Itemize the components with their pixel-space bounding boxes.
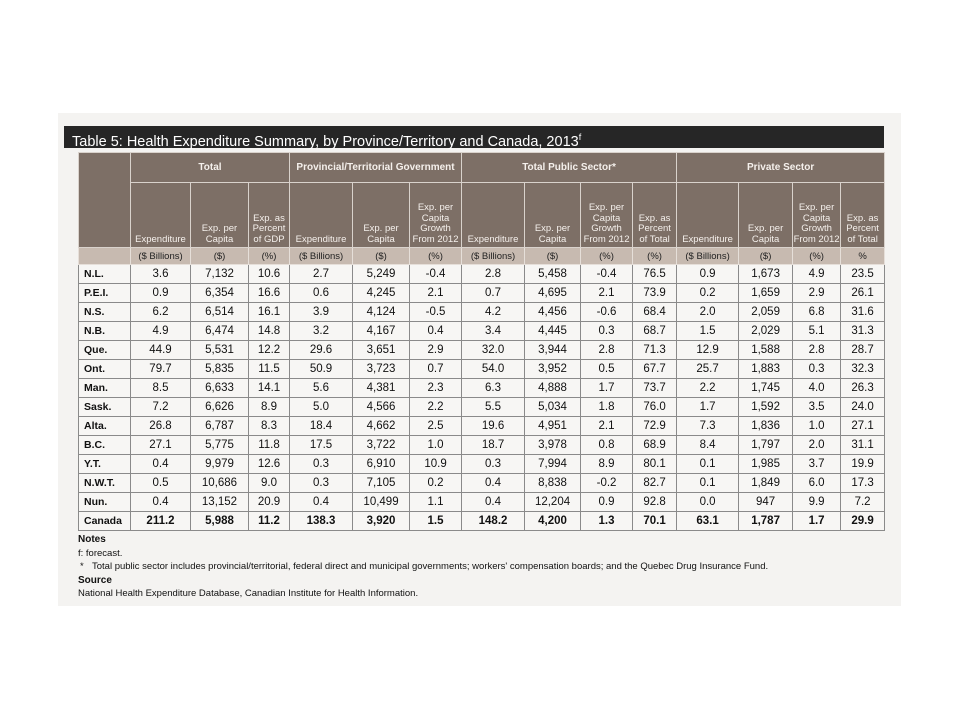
table-cell: 3,944 xyxy=(525,341,581,360)
unit-label: (%) xyxy=(249,248,290,265)
table-cell: 17.3 xyxy=(841,474,885,493)
table-row xyxy=(79,417,885,436)
table-cell: 4,445 xyxy=(525,322,581,341)
row-label: Man. xyxy=(79,379,131,398)
column-header: Expenditure xyxy=(290,183,353,248)
column-header: Exp. as Percent of Total xyxy=(841,183,885,248)
table-cell: 27.1 xyxy=(131,436,191,455)
table-cell: 4,566 xyxy=(353,398,410,417)
table-cell: 25.7 xyxy=(677,360,739,379)
table-cell: 0.3 xyxy=(290,474,353,493)
unit-label: (%) xyxy=(633,248,677,265)
table-cell: 2.2 xyxy=(677,379,739,398)
table-cell: 2.9 xyxy=(793,284,841,303)
table-cell: 3,952 xyxy=(525,360,581,379)
table-cell: 0.4 xyxy=(462,474,525,493)
table-cell: 3,722 xyxy=(353,436,410,455)
table-cell: 8.5 xyxy=(131,379,191,398)
table-row xyxy=(79,398,885,417)
column-header: Expenditure xyxy=(677,183,739,248)
table-cell: 2.9 xyxy=(410,341,462,360)
table-cell: 0.3 xyxy=(290,455,353,474)
table-cell: 3.4 xyxy=(462,322,525,341)
table-cell: 8,838 xyxy=(525,474,581,493)
table-cell: 3,651 xyxy=(353,341,410,360)
table-cell: 29.6 xyxy=(290,341,353,360)
table-cell: 4,951 xyxy=(525,417,581,436)
table-row xyxy=(79,322,885,341)
table-cell: 7.2 xyxy=(131,398,191,417)
unit-label: ($) xyxy=(525,248,581,265)
table-cell: 4,695 xyxy=(525,284,581,303)
table-cell: 70.1 xyxy=(633,512,677,531)
table-row xyxy=(79,379,885,398)
table-cell: 1.7 xyxy=(581,379,633,398)
table-cell: 68.9 xyxy=(633,436,677,455)
table-cell: 2.3 xyxy=(410,379,462,398)
unit-corner xyxy=(79,248,131,265)
table-cell: 0.6 xyxy=(290,284,353,303)
table-cell: 6.2 xyxy=(131,303,191,322)
table-cell: 1,787 xyxy=(739,512,793,531)
table-cell: 5,458 xyxy=(525,265,581,284)
footnote-mark: * xyxy=(80,561,84,572)
table-cell: 1,797 xyxy=(739,436,793,455)
table-cell: 16.6 xyxy=(249,284,290,303)
table-cell: 1,883 xyxy=(739,360,793,379)
notes-section xyxy=(78,533,878,601)
source-text: National Health Expenditure Database, Canadian Institute for Health Information. xyxy=(78,588,419,599)
table-cell: 20.9 xyxy=(249,493,290,512)
table-cell: 2.2 xyxy=(410,398,462,417)
table-cell: 6,626 xyxy=(191,398,249,417)
row-label: N.W.T. xyxy=(79,474,131,493)
table-cell: 32.0 xyxy=(462,341,525,360)
table-cell: 3,920 xyxy=(353,512,410,531)
table-cell: 8.3 xyxy=(249,417,290,436)
table-cell: 4,167 xyxy=(353,322,410,341)
table-row xyxy=(79,303,885,322)
column-header: Exp. per Capita Growth From 2012 xyxy=(410,183,462,248)
table-cell: 12.9 xyxy=(677,341,739,360)
column-header: Exp. per Capita Growth From 2012 xyxy=(581,183,633,248)
table-cell: 1,673 xyxy=(739,265,793,284)
table-cell: 5,249 xyxy=(353,265,410,284)
table-cell: 1.8 xyxy=(581,398,633,417)
table-cell: 32.3 xyxy=(841,360,885,379)
table-cell: 2.5 xyxy=(410,417,462,436)
column-header: Exp. per Capita xyxy=(525,183,581,248)
row-label: Alta. xyxy=(79,417,131,436)
table-cell: 7,132 xyxy=(191,265,249,284)
table-cell: -0.4 xyxy=(410,265,462,284)
table-cell: 9.0 xyxy=(249,474,290,493)
table-cell: 5.5 xyxy=(462,398,525,417)
unit-label: (%) xyxy=(581,248,633,265)
table-cell: 1,836 xyxy=(739,417,793,436)
table-cell: 0.4 xyxy=(131,493,191,512)
table-cell: -0.2 xyxy=(581,474,633,493)
table-cell: 80.1 xyxy=(633,455,677,474)
table-cell: 0.2 xyxy=(677,284,739,303)
table-cell: 10,499 xyxy=(353,493,410,512)
table-cell: 2.7 xyxy=(290,265,353,284)
table-cell: 19.6 xyxy=(462,417,525,436)
table-cell: 8.9 xyxy=(581,455,633,474)
row-label: B.C. xyxy=(79,436,131,455)
table-cell: 31.3 xyxy=(841,322,885,341)
table-cell: 1,592 xyxy=(739,398,793,417)
table-cell: 68.4 xyxy=(633,303,677,322)
table-cell: 9.9 xyxy=(793,493,841,512)
table-cell: -0.5 xyxy=(410,303,462,322)
table-cell: 1,745 xyxy=(739,379,793,398)
table-cell: 16.1 xyxy=(249,303,290,322)
table-cell: 1,985 xyxy=(739,455,793,474)
row-label: N.S. xyxy=(79,303,131,322)
row-label: Canada xyxy=(79,512,131,531)
table-cell: -0.4 xyxy=(581,265,633,284)
table-cell: 2.1 xyxy=(410,284,462,303)
table-cell: 3,978 xyxy=(525,436,581,455)
table-cell: 4.2 xyxy=(462,303,525,322)
table-cell: 0.9 xyxy=(677,265,739,284)
column-header: Exp. per Capita Growth From 2012 xyxy=(793,183,841,248)
table-cell: 26.1 xyxy=(841,284,885,303)
unit-label: (%) xyxy=(793,248,841,265)
table-cell: 79.7 xyxy=(131,360,191,379)
table-cell: 12.6 xyxy=(249,455,290,474)
table-cell: 148.2 xyxy=(462,512,525,531)
column-header: Exp. per Capita xyxy=(191,183,249,248)
table-cell: 13,152 xyxy=(191,493,249,512)
table-cell: 5.1 xyxy=(793,322,841,341)
table-cell: 0.7 xyxy=(410,360,462,379)
table-cell: 1.0 xyxy=(410,436,462,455)
table-row xyxy=(79,455,885,474)
table-row xyxy=(79,493,885,512)
column-header: Exp. per Capita xyxy=(739,183,793,248)
table-cell: 4,456 xyxy=(525,303,581,322)
table-cell: 29.9 xyxy=(841,512,885,531)
row-label: Que. xyxy=(79,341,131,360)
table-cell: 4,888 xyxy=(525,379,581,398)
table-cell: 68.7 xyxy=(633,322,677,341)
table-cell: 6.0 xyxy=(793,474,841,493)
table-cell: 6.3 xyxy=(462,379,525,398)
column-header: Expenditure xyxy=(462,183,525,248)
unit-label: % xyxy=(841,248,885,265)
table-cell: 4,245 xyxy=(353,284,410,303)
table-cell: 1.3 xyxy=(581,512,633,531)
table-cell: 3.7 xyxy=(793,455,841,474)
column-header: Exp. per Capita xyxy=(353,183,410,248)
table-cell: 1.0 xyxy=(793,417,841,436)
table-cell: 6,633 xyxy=(191,379,249,398)
table-cell: 211.2 xyxy=(131,512,191,531)
table-cell: 7.2 xyxy=(841,493,885,512)
column-header: Exp. as Percent of GDP xyxy=(249,183,290,248)
table-cell: 0.3 xyxy=(793,360,841,379)
table-cell: 31.6 xyxy=(841,303,885,322)
table-cell: 10.9 xyxy=(410,455,462,474)
table-cell: 2.0 xyxy=(793,436,841,455)
table-cell: 63.1 xyxy=(677,512,739,531)
table-cell: 76.5 xyxy=(633,265,677,284)
table-cell: 7.3 xyxy=(677,417,739,436)
row-label: N.L. xyxy=(79,265,131,284)
table-cell: 2.8 xyxy=(462,265,525,284)
table-cell: 2.0 xyxy=(677,303,739,322)
table-cell: 92.8 xyxy=(633,493,677,512)
table-cell: 0.7 xyxy=(462,284,525,303)
table-cell: 0.3 xyxy=(462,455,525,474)
table-cell: 44.9 xyxy=(131,341,191,360)
group-header: Private Sector xyxy=(677,153,885,183)
table-cell: 23.5 xyxy=(841,265,885,284)
table-row xyxy=(79,512,885,531)
unit-label: ($) xyxy=(191,248,249,265)
table-cell: 947 xyxy=(739,493,793,512)
table-cell: 12.2 xyxy=(249,341,290,360)
table-cell: 2.8 xyxy=(793,341,841,360)
table-cell: 0.9 xyxy=(581,493,633,512)
table-cell: 3.2 xyxy=(290,322,353,341)
table-cell: 7,994 xyxy=(525,455,581,474)
table-cell: 2,059 xyxy=(739,303,793,322)
table-cell: 3.6 xyxy=(131,265,191,284)
table-cell: 1.1 xyxy=(410,493,462,512)
column-header: Exp. as Percent of Total xyxy=(633,183,677,248)
table-cell: 5,531 xyxy=(191,341,249,360)
table-cell: 28.7 xyxy=(841,341,885,360)
table-cell: 5,988 xyxy=(191,512,249,531)
table-cell: 27.1 xyxy=(841,417,885,436)
table-cell: 6,474 xyxy=(191,322,249,341)
unit-label: ($ Billions) xyxy=(462,248,525,265)
table-cell: 18.4 xyxy=(290,417,353,436)
table-cell: 17.5 xyxy=(290,436,353,455)
table-cell: 82.7 xyxy=(633,474,677,493)
table-cell: 0.4 xyxy=(131,455,191,474)
table-cell: 0.5 xyxy=(131,474,191,493)
footnote-text: Total public sector includes provincial/territorial, federal direct and municipal governments; workers' compensation boards; and the Quebec Drug Insurance Fund. xyxy=(92,561,769,572)
table-cell: 0.2 xyxy=(410,474,462,493)
table-cell: 2.1 xyxy=(581,417,633,436)
table-cell: 0.1 xyxy=(677,474,739,493)
table-cell: 0.3 xyxy=(581,322,633,341)
table-cell: 0.5 xyxy=(581,360,633,379)
table-cell: 4,200 xyxy=(525,512,581,531)
table-cell: 71.3 xyxy=(633,341,677,360)
header-corner xyxy=(79,153,131,248)
source-heading: Source xyxy=(78,574,112,586)
table-cell: 1.5 xyxy=(410,512,462,531)
table-cell: 11.5 xyxy=(249,360,290,379)
table-cell: 14.8 xyxy=(249,322,290,341)
table-cell: 12,204 xyxy=(525,493,581,512)
unit-label: ($ Billions) xyxy=(290,248,353,265)
table-cell: 5,034 xyxy=(525,398,581,417)
table-cell: 72.9 xyxy=(633,417,677,436)
table-cell: 2,029 xyxy=(739,322,793,341)
table-cell: 1.7 xyxy=(793,512,841,531)
table-cell: 76.0 xyxy=(633,398,677,417)
table-cell: 4,381 xyxy=(353,379,410,398)
table-cell: 0.4 xyxy=(290,493,353,512)
row-label: P.E.I. xyxy=(79,284,131,303)
table-cell: 50.9 xyxy=(290,360,353,379)
table-cell: 18.7 xyxy=(462,436,525,455)
table-cell: 73.7 xyxy=(633,379,677,398)
table-cell: 24.0 xyxy=(841,398,885,417)
row-label: Sask. xyxy=(79,398,131,417)
table-cell: 6,354 xyxy=(191,284,249,303)
table-row xyxy=(79,341,885,360)
table-cell: 1,659 xyxy=(739,284,793,303)
unit-label: ($ Billions) xyxy=(677,248,739,265)
table-cell: 3,723 xyxy=(353,360,410,379)
group-header: Provincial/Territorial Government xyxy=(290,153,462,183)
table-cell: 10,686 xyxy=(191,474,249,493)
table-cell: 1.7 xyxy=(677,398,739,417)
row-label: Y.T. xyxy=(79,455,131,474)
table-cell: 7,105 xyxy=(353,474,410,493)
table-cell: 4.0 xyxy=(793,379,841,398)
footnote xyxy=(78,560,878,574)
group-header: Total Public Sector* xyxy=(462,153,677,183)
table-cell: 6.8 xyxy=(793,303,841,322)
row-label: Ont. xyxy=(79,360,131,379)
table-cell: 0.4 xyxy=(462,493,525,512)
unit-label: ($) xyxy=(739,248,793,265)
forecast-note: f: forecast. xyxy=(78,547,123,559)
table-cell: 8.4 xyxy=(677,436,739,455)
table-cell: 5,835 xyxy=(191,360,249,379)
table-cell: 1.5 xyxy=(677,322,739,341)
table-cell: 19.9 xyxy=(841,455,885,474)
table-cell: 1,588 xyxy=(739,341,793,360)
table-cell: 0.8 xyxy=(581,436,633,455)
table-cell: 0.1 xyxy=(677,455,739,474)
table-cell: 0.9 xyxy=(131,284,191,303)
table-cell: 10.6 xyxy=(249,265,290,284)
table-cell: 2.8 xyxy=(581,341,633,360)
table-cell: 73.9 xyxy=(633,284,677,303)
table-cell: 6,787 xyxy=(191,417,249,436)
table-title: Table 5: Health Expenditure Summary, by Province/Territory and Canada, 2013$^f$ xyxy=(64,126,884,148)
table-cell: 0.4 xyxy=(410,322,462,341)
table-cell: 4,662 xyxy=(353,417,410,436)
table-cell: 6,514 xyxy=(191,303,249,322)
table-cell: 3.5 xyxy=(793,398,841,417)
table-cell: 5,775 xyxy=(191,436,249,455)
table-row xyxy=(79,265,885,284)
table-cell: 9,979 xyxy=(191,455,249,474)
table-cell: -0.6 xyxy=(581,303,633,322)
table-cell: 54.0 xyxy=(462,360,525,379)
unit-label: (%) xyxy=(410,248,462,265)
table-cell: 5.6 xyxy=(290,379,353,398)
table-cell: 5.0 xyxy=(290,398,353,417)
table-cell: 14.1 xyxy=(249,379,290,398)
row-label: N.B. xyxy=(79,322,131,341)
table-cell: 67.7 xyxy=(633,360,677,379)
table-cell: 4,124 xyxy=(353,303,410,322)
table-cell: 3.9 xyxy=(290,303,353,322)
notes-heading: Notes xyxy=(78,534,106,545)
table-row xyxy=(79,360,885,379)
column-header: Expenditure xyxy=(131,183,191,248)
health-expenditure-table xyxy=(78,152,885,531)
row-label: Nun. xyxy=(79,493,131,512)
table-cell: 4.9 xyxy=(131,322,191,341)
table-cell: 26.8 xyxy=(131,417,191,436)
table-cell: 11.2 xyxy=(249,512,290,531)
group-header: Total xyxy=(131,153,290,183)
table-cell: 31.1 xyxy=(841,436,885,455)
table-cell: 26.3 xyxy=(841,379,885,398)
table-row xyxy=(79,436,885,455)
unit-label: ($ Billions) xyxy=(131,248,191,265)
table-cell: 6,910 xyxy=(353,455,410,474)
table-cell: 11.8 xyxy=(249,436,290,455)
table-row xyxy=(79,474,885,493)
unit-label: ($) xyxy=(353,248,410,265)
table-row xyxy=(79,284,885,303)
table-cell: 1,849 xyxy=(739,474,793,493)
table-cell: 8.9 xyxy=(249,398,290,417)
table-cell: 4.9 xyxy=(793,265,841,284)
table-cell: 2.1 xyxy=(581,284,633,303)
table-cell: 0.0 xyxy=(677,493,739,512)
table-cell: 138.3 xyxy=(290,512,353,531)
